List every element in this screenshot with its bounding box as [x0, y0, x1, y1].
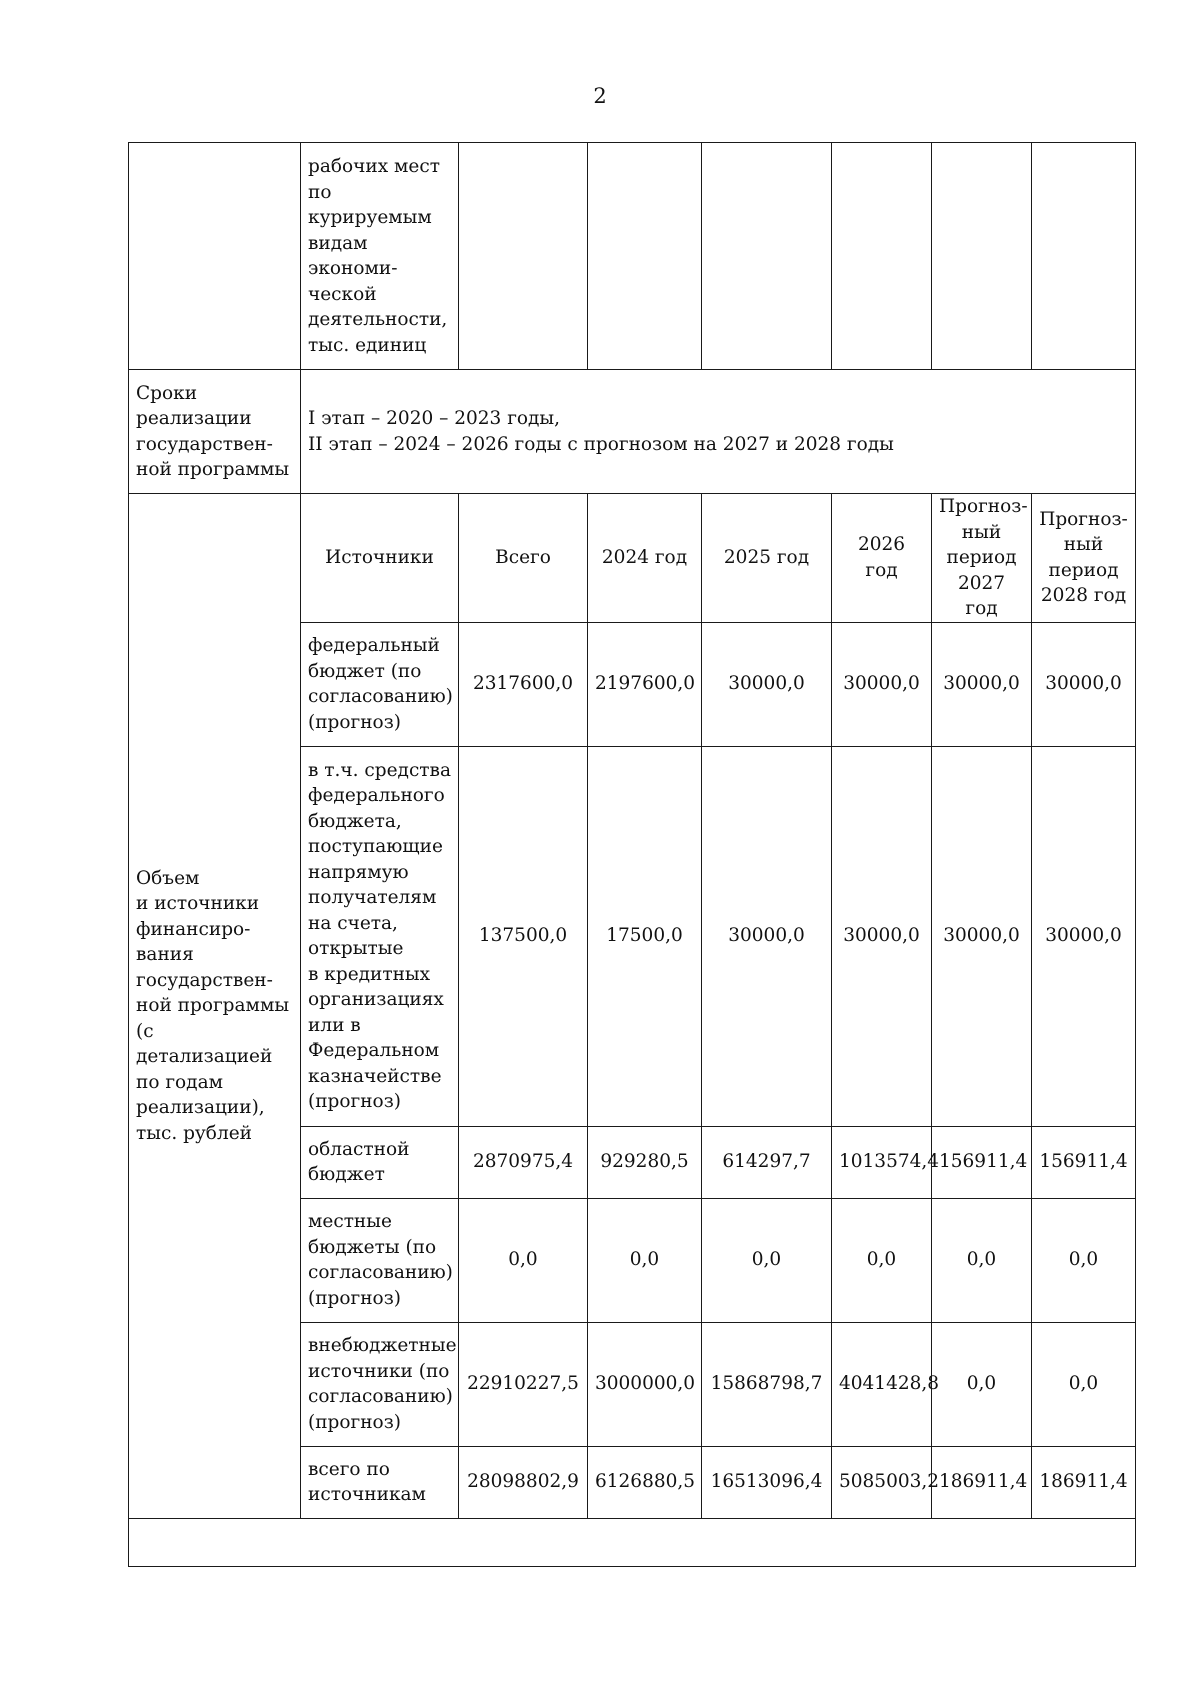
value-cell: 0,0: [832, 1198, 932, 1322]
value-cell: 2197600,0: [588, 622, 702, 746]
value-cell: 3000000,0: [588, 1322, 702, 1446]
implementation-period-label: Сроки реализации государствен- ной программы: [129, 370, 301, 494]
source-cell: в т.ч. средства федерального бюджета, поступающие напрямую получателям на счета, открытые в кредитных организациях или в Федеральном казначействе (прогноз): [301, 746, 459, 1126]
value-cell: 0,0: [932, 1322, 1032, 1446]
value-cell: 137500,0: [459, 746, 588, 1126]
value-cell: 22910227,5: [459, 1322, 588, 1446]
financing-label: Объем и источники финансиро- вания государствен- ной программы (с детализацией по годам реализации), тыс. рублей: [129, 494, 301, 1519]
column-header: Прогноз- ный период 2028 год: [1032, 494, 1136, 623]
page-number: 2: [593, 84, 607, 108]
value-cell: 2870975,4: [459, 1126, 588, 1198]
financing-header-row: [129, 494, 1136, 623]
column-header: Всего: [459, 494, 588, 623]
column-header: 2024 год: [588, 494, 702, 623]
value-cell: 186911,4: [932, 1446, 1032, 1518]
value-cell: 30000,0: [932, 746, 1032, 1126]
empty-cell: [932, 143, 1032, 370]
implementation-period-text: I этап – 2020 – 2023 годы, II этап – 2024 – 2026 годы с прогнозом на 2027 и 2028 годы: [301, 370, 1136, 494]
value-cell: 6126880,5: [588, 1446, 702, 1518]
value-cell: 186911,4: [1032, 1446, 1136, 1518]
source-cell: местные бюджеты (по согласованию) (прогноз): [301, 1198, 459, 1322]
value-cell: 2317600,0: [459, 622, 588, 746]
value-cell: 0,0: [702, 1198, 832, 1322]
value-cell: 0,0: [588, 1198, 702, 1322]
source-cell: областной бюджет: [301, 1126, 459, 1198]
program-passport-table: [128, 142, 1136, 1567]
empty-cell: [588, 143, 702, 370]
empty-footer-row: [129, 1518, 1136, 1566]
column-header: 2026 год: [832, 494, 932, 623]
value-cell: 28098802,9: [459, 1446, 588, 1518]
value-cell: 16513096,4: [702, 1446, 832, 1518]
value-cell: 4041428,8: [832, 1322, 932, 1446]
value-cell: 0,0: [459, 1198, 588, 1322]
column-header: Источники: [301, 494, 459, 623]
value-cell: 30000,0: [1032, 746, 1136, 1126]
value-cell: 17500,0: [588, 746, 702, 1126]
indicator-text-cell: рабочих мест по курируемым видам экономи- ческой деятельности, тыс. единиц: [301, 143, 459, 370]
value-cell: 15868798,7: [702, 1322, 832, 1446]
indicator-continuation-row: [129, 143, 1136, 370]
value-cell: 156911,4: [1032, 1126, 1136, 1198]
value-cell: 30000,0: [702, 746, 832, 1126]
value-cell: 614297,7: [702, 1126, 832, 1198]
empty-cell: [832, 143, 932, 370]
value-cell: 0,0: [932, 1198, 1032, 1322]
empty-footer-cell: [129, 1518, 1136, 1566]
value-cell: 30000,0: [932, 622, 1032, 746]
empty-cell: [1032, 143, 1136, 370]
empty-cell: [459, 143, 588, 370]
column-header: Прогноз- ный период 2027 год: [932, 494, 1032, 623]
implementation-period-row: [129, 370, 1136, 494]
value-cell: 30000,0: [1032, 622, 1136, 746]
value-cell: 1013574,4: [832, 1126, 932, 1198]
value-cell: 30000,0: [702, 622, 832, 746]
value-cell: 0,0: [1032, 1198, 1136, 1322]
source-cell: федеральный бюджет (по согласованию) (прогноз): [301, 622, 459, 746]
source-cell: внебюджетные источники (по согласованию) (прогноз): [301, 1322, 459, 1446]
source-cell: всего по источникам: [301, 1446, 459, 1518]
empty-label-cell: [129, 143, 301, 370]
empty-cell: [702, 143, 832, 370]
value-cell: 30000,0: [832, 622, 932, 746]
column-header: 2025 год: [702, 494, 832, 623]
value-cell: 929280,5: [588, 1126, 702, 1198]
value-cell: 5085003,2: [832, 1446, 932, 1518]
value-cell: 156911,4: [932, 1126, 1032, 1198]
value-cell: 0,0: [1032, 1322, 1136, 1446]
value-cell: 30000,0: [832, 746, 932, 1126]
